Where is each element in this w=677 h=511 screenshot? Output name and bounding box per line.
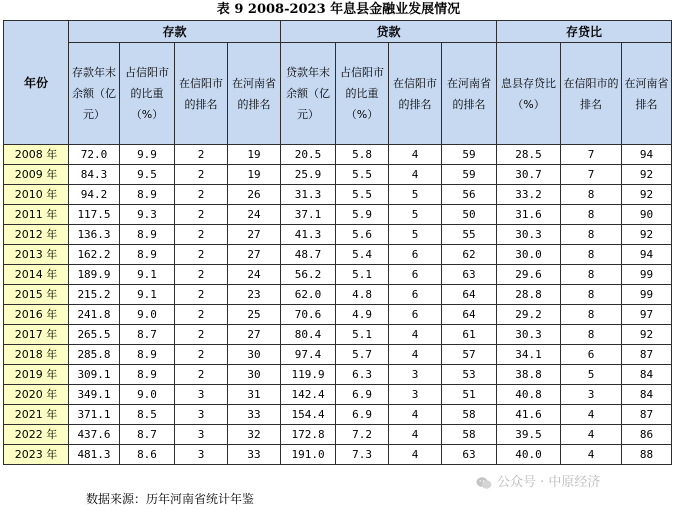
data-cell: 437.6 bbox=[69, 425, 120, 445]
data-cell: 7.3 bbox=[336, 445, 389, 465]
data-cell: 5.5 bbox=[336, 185, 389, 205]
year-cell: 2012 年 bbox=[4, 225, 69, 245]
deposits-group-header: 存款 bbox=[69, 21, 281, 43]
watermark bbox=[476, 474, 600, 492]
data-cell: 58 bbox=[442, 405, 497, 425]
data-cell: 33.2 bbox=[497, 185, 561, 205]
data-cell: 94 bbox=[622, 245, 672, 265]
data-cell: 24 bbox=[228, 205, 281, 225]
table-row bbox=[4, 365, 672, 385]
data-cell: 4 bbox=[561, 425, 622, 445]
year-cell: 2021 年 bbox=[4, 405, 69, 425]
year-cell: 2020 年 bbox=[4, 385, 69, 405]
data-cell: 25.9 bbox=[281, 165, 336, 185]
data-cell: 6 bbox=[389, 285, 442, 305]
data-cell: 90 bbox=[622, 205, 672, 225]
table-row bbox=[4, 205, 672, 225]
data-cell: 2 bbox=[175, 365, 228, 385]
data-cell: 61 bbox=[442, 325, 497, 345]
data-cell: 63 bbox=[442, 265, 497, 285]
data-cell: 30.7 bbox=[497, 165, 561, 185]
data-cell: 5.1 bbox=[336, 265, 389, 285]
data-cell: 94 bbox=[622, 145, 672, 165]
data-cell: 20.5 bbox=[281, 145, 336, 165]
data-cell: 58 bbox=[442, 425, 497, 445]
wechat-official-account-icon bbox=[476, 476, 492, 490]
data-cell: 84 bbox=[622, 365, 672, 385]
data-cell: 8 bbox=[561, 185, 622, 205]
data-cell: 6.9 bbox=[336, 405, 389, 425]
year-cell: 2014 年 bbox=[4, 265, 69, 285]
data-cell: 56 bbox=[442, 185, 497, 205]
data-cell: 8 bbox=[561, 225, 622, 245]
data-cell: 241.8 bbox=[69, 305, 120, 325]
data-cell: 9.9 bbox=[120, 145, 175, 165]
data-cell: 8 bbox=[561, 205, 622, 225]
data-cell: 2 bbox=[175, 305, 228, 325]
data-cell: 62 bbox=[442, 245, 497, 265]
data-cell: 32 bbox=[228, 425, 281, 445]
deposit-balance-header: 存款年末余额（亿元） bbox=[69, 43, 120, 145]
data-cell: 6 bbox=[389, 245, 442, 265]
loan-balance-header: 贷款年末余额（亿元） bbox=[281, 43, 336, 145]
ratio-xinyang-rank-header: 在信阳市的排名 bbox=[561, 43, 622, 145]
data-cell: 191.0 bbox=[281, 445, 336, 465]
data-cell: 64 bbox=[442, 285, 497, 305]
table-row bbox=[4, 165, 672, 185]
data-cell: 33 bbox=[228, 405, 281, 425]
data-cell: 99 bbox=[622, 285, 672, 305]
data-cell: 5 bbox=[389, 225, 442, 245]
data-cell: 4 bbox=[389, 425, 442, 445]
data-cell: 30 bbox=[228, 345, 281, 365]
data-cell: 2 bbox=[175, 205, 228, 225]
data-cell: 87 bbox=[622, 405, 672, 425]
data-cell: 6.3 bbox=[336, 365, 389, 385]
data-cell: 9.0 bbox=[120, 385, 175, 405]
data-cell: 28.8 bbox=[497, 285, 561, 305]
data-cell: 8.9 bbox=[120, 345, 175, 365]
data-cell: 88 bbox=[622, 445, 672, 465]
data-cell: 5.6 bbox=[336, 225, 389, 245]
data-cell: 92 bbox=[622, 165, 672, 185]
data-cell: 2 bbox=[175, 185, 228, 205]
table-row bbox=[4, 225, 672, 245]
data-cell: 4 bbox=[561, 445, 622, 465]
data-cell: 3 bbox=[389, 365, 442, 385]
table-row bbox=[4, 285, 672, 305]
data-cell: 23 bbox=[228, 285, 281, 305]
data-cell: 162.2 bbox=[69, 245, 120, 265]
data-cell: 3 bbox=[175, 445, 228, 465]
data-cell: 3 bbox=[175, 385, 228, 405]
data-cell: 84.3 bbox=[69, 165, 120, 185]
data-cell: 2 bbox=[175, 225, 228, 245]
year-cell: 2019 年 bbox=[4, 365, 69, 385]
data-cell: 7 bbox=[561, 165, 622, 185]
data-cell: 8 bbox=[561, 305, 622, 325]
table-row bbox=[4, 385, 672, 405]
data-cell: 5 bbox=[389, 185, 442, 205]
data-cell: 371.1 bbox=[69, 405, 120, 425]
data-cell: 117.5 bbox=[69, 205, 120, 225]
data-cell: 6 bbox=[389, 265, 442, 285]
data-cell: 62.0 bbox=[281, 285, 336, 305]
data-cell: 72.0 bbox=[69, 145, 120, 165]
data-cell: 2 bbox=[175, 245, 228, 265]
data-cell: 8.7 bbox=[120, 325, 175, 345]
ratio-value-header: 息县存贷比（%） bbox=[497, 43, 561, 145]
data-cell: 8 bbox=[561, 265, 622, 285]
data-cell: 349.1 bbox=[69, 385, 120, 405]
data-cell: 9.3 bbox=[120, 205, 175, 225]
finance-table bbox=[3, 20, 672, 465]
year-cell: 2017 年 bbox=[4, 325, 69, 345]
table-body bbox=[4, 145, 672, 465]
loan-share-header: 占信阳市的比重（%） bbox=[336, 43, 389, 145]
data-cell: 48.7 bbox=[281, 245, 336, 265]
data-cell: 9.1 bbox=[120, 265, 175, 285]
data-cell: 30 bbox=[228, 365, 281, 385]
data-cell: 8 bbox=[561, 245, 622, 265]
data-cell: 2 bbox=[175, 165, 228, 185]
data-cell: 4 bbox=[389, 445, 442, 465]
data-cell: 30.3 bbox=[497, 225, 561, 245]
data-cell: 30.3 bbox=[497, 325, 561, 345]
data-cell: 70.6 bbox=[281, 305, 336, 325]
data-cell: 41.6 bbox=[497, 405, 561, 425]
data-cell: 8.9 bbox=[120, 185, 175, 205]
ratio-henan-rank-header: 在河南省排名 bbox=[622, 43, 672, 145]
data-cell: 4 bbox=[561, 405, 622, 425]
data-cell: 154.4 bbox=[281, 405, 336, 425]
data-cell: 9.1 bbox=[120, 285, 175, 305]
data-cell: 8 bbox=[561, 285, 622, 305]
ratio-group-header: 存贷比 bbox=[497, 21, 672, 43]
data-cell: 215.2 bbox=[69, 285, 120, 305]
data-cell: 19 bbox=[228, 145, 281, 165]
data-cell: 50 bbox=[442, 205, 497, 225]
data-cell: 3 bbox=[175, 405, 228, 425]
data-cell: 8.9 bbox=[120, 245, 175, 265]
data-cell: 25 bbox=[228, 305, 281, 325]
data-cell: 26 bbox=[228, 185, 281, 205]
data-cell: 92 bbox=[622, 225, 672, 245]
loan-xinyang-rank-header: 在信阳市的排名 bbox=[389, 43, 442, 145]
data-cell: 80.4 bbox=[281, 325, 336, 345]
data-cell: 2 bbox=[175, 285, 228, 305]
data-cell: 4.8 bbox=[336, 285, 389, 305]
data-cell: 5 bbox=[561, 365, 622, 385]
data-cell: 9.5 bbox=[120, 165, 175, 185]
loan-henan-rank-header: 在河南省的排名 bbox=[442, 43, 497, 145]
data-cell: 2 bbox=[175, 325, 228, 345]
year-cell: 2015 年 bbox=[4, 285, 69, 305]
data-cell: 8.9 bbox=[120, 365, 175, 385]
year-cell: 2016 年 bbox=[4, 305, 69, 325]
data-cell: 4 bbox=[389, 405, 442, 425]
table-row bbox=[4, 245, 672, 265]
data-cell: 94.2 bbox=[69, 185, 120, 205]
year-cell: 2010 年 bbox=[4, 185, 69, 205]
deposit-henan-rank-header: 在河南省的排名 bbox=[228, 43, 281, 145]
data-cell: 59 bbox=[442, 165, 497, 185]
data-cell: 4 bbox=[389, 145, 442, 165]
table-row bbox=[4, 405, 672, 425]
year-cell: 2022 年 bbox=[4, 425, 69, 445]
data-cell: 8 bbox=[561, 325, 622, 345]
data-cell: 265.5 bbox=[69, 325, 120, 345]
data-cell: 84 bbox=[622, 385, 672, 405]
data-cell: 57 bbox=[442, 345, 497, 365]
data-cell: 5.1 bbox=[336, 325, 389, 345]
data-cell: 37.1 bbox=[281, 205, 336, 225]
data-cell: 99 bbox=[622, 265, 672, 285]
data-cell: 86 bbox=[622, 425, 672, 445]
data-cell: 4 bbox=[389, 325, 442, 345]
year-cell: 2011 年 bbox=[4, 205, 69, 225]
data-cell: 285.8 bbox=[69, 345, 120, 365]
deposit-share-header: 占信阳市的比重（%） bbox=[120, 43, 175, 145]
data-cell: 64 bbox=[442, 305, 497, 325]
data-cell: 40.0 bbox=[497, 445, 561, 465]
data-cell: 481.3 bbox=[69, 445, 120, 465]
data-cell: 27 bbox=[228, 225, 281, 245]
data-cell: 189.9 bbox=[69, 265, 120, 285]
year-cell: 2008 年 bbox=[4, 145, 69, 165]
data-cell: 33 bbox=[228, 445, 281, 465]
data-cell: 4 bbox=[389, 345, 442, 365]
data-cell: 5.7 bbox=[336, 345, 389, 365]
watermark-text: 公众号 · 中原经济 bbox=[497, 475, 601, 490]
data-cell: 53 bbox=[442, 365, 497, 385]
data-cell: 56.2 bbox=[281, 265, 336, 285]
data-cell: 34.1 bbox=[497, 345, 561, 365]
data-cell: 142.4 bbox=[281, 385, 336, 405]
data-cell: 119.9 bbox=[281, 365, 336, 385]
data-cell: 136.3 bbox=[69, 225, 120, 245]
table-row bbox=[4, 145, 672, 165]
data-cell: 97 bbox=[622, 305, 672, 325]
year-header: 年份 bbox=[4, 21, 69, 145]
data-cell: 39.5 bbox=[497, 425, 561, 445]
data-cell: 29.6 bbox=[497, 265, 561, 285]
table-row bbox=[4, 265, 672, 285]
table-row bbox=[4, 325, 672, 345]
data-cell: 5 bbox=[389, 205, 442, 225]
data-cell: 8.7 bbox=[120, 425, 175, 445]
data-cell: 55 bbox=[442, 225, 497, 245]
data-cell: 40.8 bbox=[497, 385, 561, 405]
data-cell: 24 bbox=[228, 265, 281, 285]
deposit-xinyang-rank-header: 在信阳市的排名 bbox=[175, 43, 228, 145]
data-cell: 8.6 bbox=[120, 445, 175, 465]
data-cell: 27 bbox=[228, 245, 281, 265]
data-cell: 6.9 bbox=[336, 385, 389, 405]
data-cell: 7 bbox=[561, 145, 622, 165]
year-cell: 2018 年 bbox=[4, 345, 69, 365]
year-cell: 2009 年 bbox=[4, 165, 69, 185]
data-cell: 2 bbox=[175, 145, 228, 165]
data-cell: 38.8 bbox=[497, 365, 561, 385]
data-cell: 5.4 bbox=[336, 245, 389, 265]
table-row bbox=[4, 445, 672, 465]
data-cell: 3 bbox=[561, 385, 622, 405]
data-cell: 87 bbox=[622, 345, 672, 365]
data-cell: 4 bbox=[389, 165, 442, 185]
data-cell: 28.5 bbox=[497, 145, 561, 165]
table-row bbox=[4, 305, 672, 325]
data-cell: 5.5 bbox=[336, 165, 389, 185]
data-cell: 30.0 bbox=[497, 245, 561, 265]
data-cell: 309.1 bbox=[69, 365, 120, 385]
data-cell: 6 bbox=[561, 345, 622, 365]
data-cell: 172.8 bbox=[281, 425, 336, 445]
data-cell: 8.5 bbox=[120, 405, 175, 425]
data-cell: 31.6 bbox=[497, 205, 561, 225]
data-cell: 8.9 bbox=[120, 225, 175, 245]
data-cell: 5.8 bbox=[336, 145, 389, 165]
data-cell: 31 bbox=[228, 385, 281, 405]
data-cell: 19 bbox=[228, 165, 281, 185]
table-row bbox=[4, 425, 672, 445]
data-cell: 2 bbox=[175, 265, 228, 285]
data-cell: 29.2 bbox=[497, 305, 561, 325]
data-cell: 97.4 bbox=[281, 345, 336, 365]
source-note: 数据来源：历年河南省统计年鉴 bbox=[86, 492, 255, 506]
data-cell: 2 bbox=[175, 345, 228, 365]
data-cell: 4.9 bbox=[336, 305, 389, 325]
data-cell: 63 bbox=[442, 445, 497, 465]
data-cell: 3 bbox=[175, 425, 228, 445]
data-cell: 92 bbox=[622, 325, 672, 345]
table-row bbox=[4, 345, 672, 365]
table-title: 表 9 2008-2023 年息县金融业发展情况 bbox=[216, 2, 461, 17]
data-cell: 27 bbox=[228, 325, 281, 345]
table-row bbox=[4, 185, 672, 205]
data-cell: 59 bbox=[442, 145, 497, 165]
data-cell: 6 bbox=[389, 305, 442, 325]
year-cell: 2023 年 bbox=[4, 445, 69, 465]
year-cell: 2013 年 bbox=[4, 245, 69, 265]
data-cell: 31.3 bbox=[281, 185, 336, 205]
loans-group-header: 贷款 bbox=[281, 21, 497, 43]
data-cell: 5.9 bbox=[336, 205, 389, 225]
data-cell: 51 bbox=[442, 385, 497, 405]
data-cell: 41.3 bbox=[281, 225, 336, 245]
data-cell: 92 bbox=[622, 185, 672, 205]
data-cell: 7.2 bbox=[336, 425, 389, 445]
data-cell: 3 bbox=[389, 385, 442, 405]
data-cell: 9.0 bbox=[120, 305, 175, 325]
